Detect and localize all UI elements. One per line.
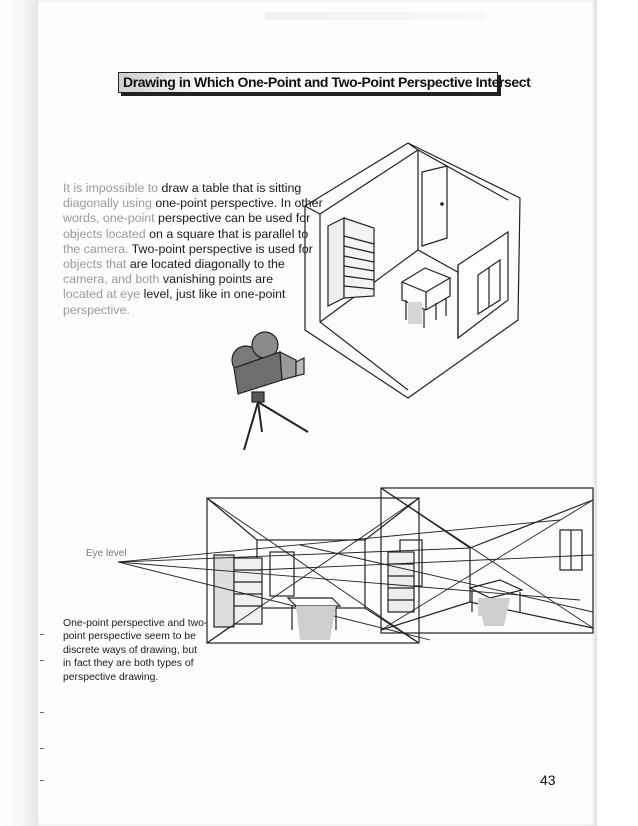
caption-line: perspective drawing. <box>63 671 159 683</box>
body-paragraph <box>63 181 323 318</box>
text-line: the camera. Two-point perspective is used for <box>63 241 313 256</box>
section-title: Drawing in Which One-Point and Two-Point Perspective Intersect <box>123 74 531 90</box>
text-line: camera, and both vanishing points are <box>63 272 274 287</box>
caption-line: point perspective seem to be <box>63 631 196 643</box>
caption-line: discrete ways of drawing, but <box>63 644 197 656</box>
text-line: words, one-point perspective can be used for <box>63 211 311 226</box>
page-number: 43 <box>540 772 556 788</box>
eye-level-label: Eye level <box>86 548 127 559</box>
figure-caption <box>63 617 213 684</box>
text-line: diagonally using one-point perspective. In other <box>63 196 323 211</box>
text-line: perspective. <box>63 302 130 317</box>
text-line: It is impossible to draw a table that is sitting <box>63 181 302 195</box>
text-line: objects that are located diagonally to the <box>63 257 285 272</box>
text-line: objects located on a square that is parallel to <box>63 226 309 241</box>
caption-line: One-point perspective and two- <box>63 618 208 629</box>
caption-line: in fact they are both types of <box>63 658 194 670</box>
text-line: located at eye level, just like in one-point <box>63 287 286 302</box>
